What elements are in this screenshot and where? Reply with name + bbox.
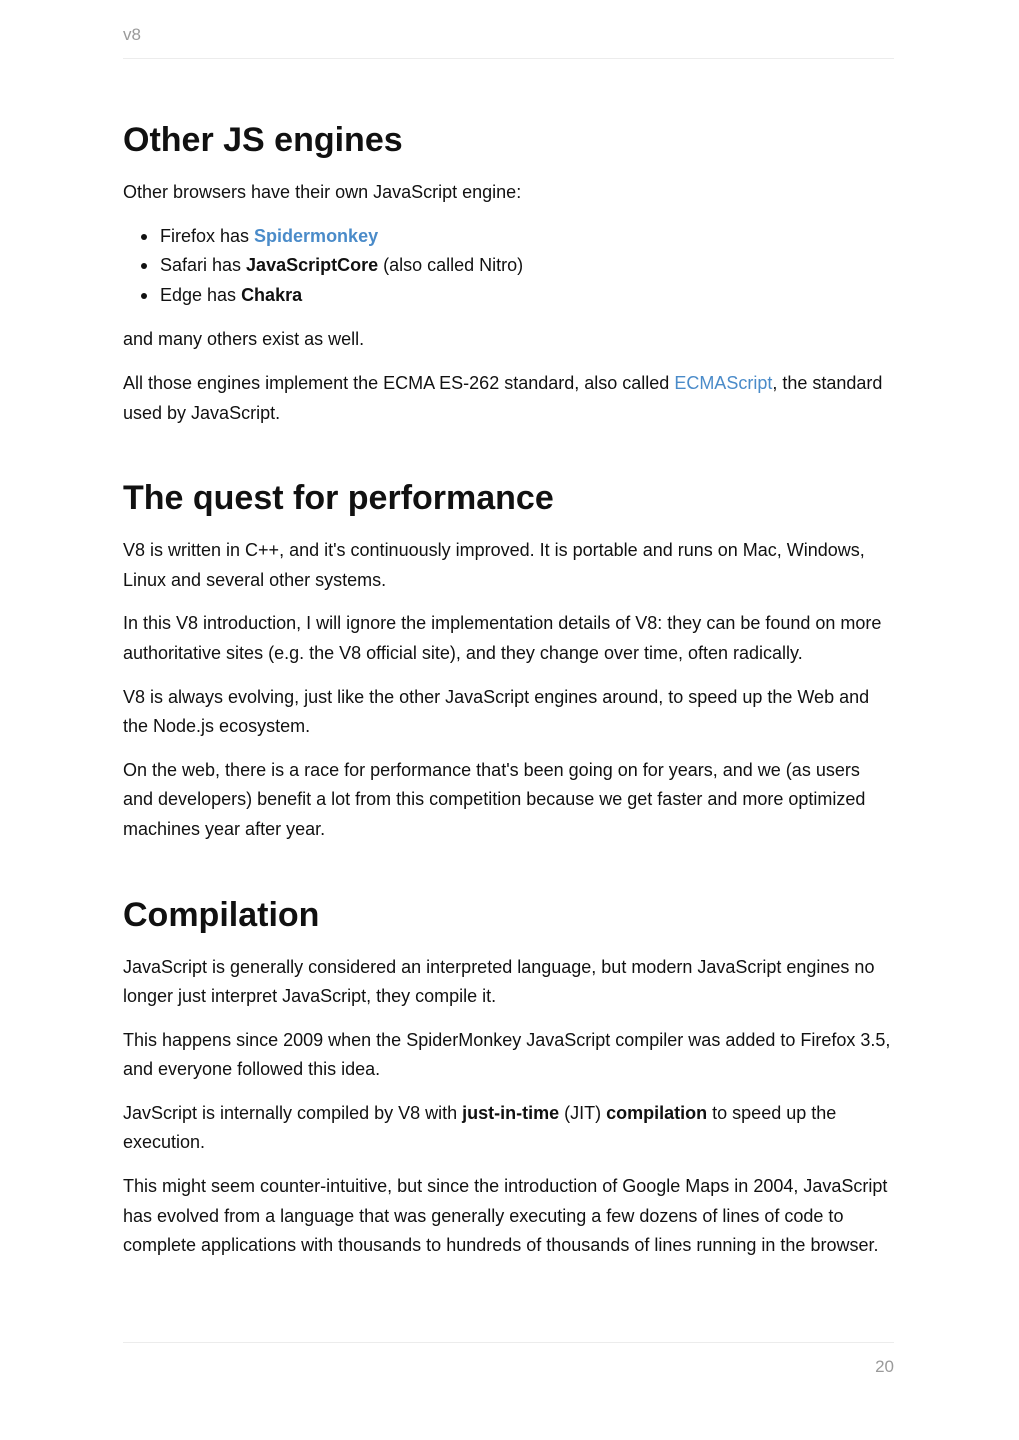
engines-standard-paragraph: [123, 369, 894, 428]
list-item-edge: [123, 281, 894, 311]
list-item-prefix: Firefox has: [160, 225, 255, 246]
engines-list: [123, 222, 894, 311]
page-number: 20: [875, 1357, 894, 1376]
compilation-paragraph: This happens since 2009 when the SpiderMonkey JavaScript compiler was added to Firefox 3.5, and everyone followed this idea.: [123, 1029, 891, 1080]
bullet-icon: [141, 293, 147, 299]
compilation-term: compilation: [606, 1102, 708, 1123]
list-item-safari: [123, 251, 894, 281]
footer-divider: [123, 1342, 894, 1343]
spidermonkey-link[interactable]: Spidermonkey: [254, 225, 379, 246]
engines-intro: Other browsers have their own JavaScript engine:: [123, 182, 522, 202]
standard-text-before: All those engines implement the ECMA ES-262 standard, also called: [123, 372, 675, 393]
bullet-icon: [141, 234, 147, 240]
list-item-prefix: Safari has: [160, 255, 247, 276]
jit-text-a: JavScript is internally compiled by V8 with: [123, 1102, 463, 1123]
engine-name: Chakra: [241, 284, 303, 305]
jit-term: just-in-time: [462, 1102, 560, 1123]
jit-text-e: to speed up the execution.: [123, 1102, 837, 1153]
jit-text-c: (JIT): [559, 1102, 607, 1123]
compilation-paragraph: This might seem counter-intuitive, but since the introduction of Google Maps in 2004, JavaScript has evolved from a language that was generally executing a few dozens of lines of code to complete applications with thousands to hundreds of thousands of lines running in the browser.: [123, 1176, 888, 1256]
section-heading-other-js-engines: Other JS engines: [123, 121, 403, 159]
standard-text-after: , the standard used by JavaScript.: [123, 372, 883, 423]
performance-paragraph: V8 is always evolving, just like the other JavaScript engines around, to speed up the Web and the Node.js ecosystem.: [123, 686, 870, 737]
bullet-icon: [141, 263, 147, 269]
header-divider: [123, 58, 894, 59]
list-item-firefox: [123, 222, 894, 252]
section-heading-quest-for-performance: The quest for performance: [123, 479, 554, 518]
engines-after-list: and many others exist as well.: [123, 329, 365, 350]
performance-paragraph: On the web, there is a race for performance that's been going on for years, and we (as users and developers) benefit a lot from this competition because we get faster and more optimized machines year after year.: [123, 759, 866, 839]
performance-paragraph: In this V8 introduction, I will ignore the implementation details of V8: they can be found on more authoritative sites (e.g. the V8 official site), and they change over time, often radically.: [123, 613, 882, 663]
engine-name: JavaScriptCore: [246, 255, 379, 276]
section-heading-compilation: Compilation: [123, 895, 320, 934]
list-item-prefix: Edge has: [160, 284, 242, 305]
performance-paragraph: V8 is written in C++, and it's continuously improved. It is portable and runs on Mac, Windows, Linux and several other systems.: [123, 540, 865, 590]
document-page: [123, 0, 894, 1440]
list-item-suffix: (also called Nitro): [378, 255, 524, 276]
running-header: v8: [123, 25, 141, 44]
ecmascript-link[interactable]: ECMAScript: [674, 372, 773, 393]
compilation-paragraph: JavaScript is generally considered an interpreted language, but modern JavaScript engines no longer just interpret JavaScript, they compile it.: [123, 956, 875, 1007]
compilation-jit-paragraph: [123, 1099, 894, 1158]
page-content: [123, 116, 894, 1261]
